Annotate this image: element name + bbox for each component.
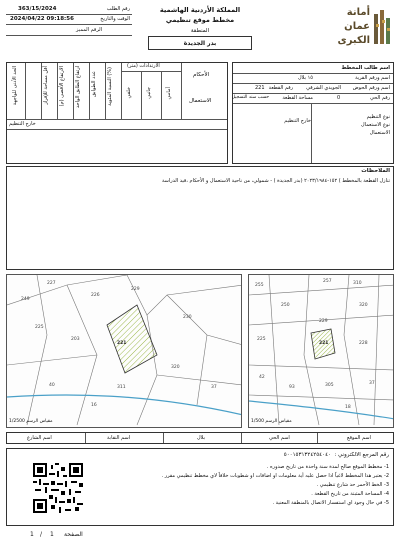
usage-label-right: الاستعمال [369, 130, 390, 136]
footer-info-row [6, 432, 394, 444]
right-map-scale: مقياس الرسم 1/500 [251, 419, 292, 424]
village-value: ١٥ بلال [298, 75, 313, 81]
region-value: بدر الجديدة [183, 40, 217, 47]
out-of-plan-left: خارج التنظيم [9, 121, 36, 127]
page-indicator [30, 532, 130, 542]
right-plot-250: 250 [281, 303, 290, 308]
notes-text: تنازل القطعة بالمخطط ) ١٥٢-٢٠٢٣/١٩٨٤ (بدر الجديدة ) - شمولي، من ناحية الاستعمال و الأحكام ،قيد الدراسة [161, 178, 390, 184]
plot-label: رقم القطعة [268, 85, 293, 91]
left-plot-37: 37 [211, 385, 217, 390]
logo-text-1: أمانة [346, 7, 370, 18]
left-plot-230: 230 [183, 315, 192, 320]
ref-label: رقم المرجع الالكتروني : [334, 452, 389, 458]
logo-text-3: الكبرى [337, 35, 370, 46]
page-current: 1 [50, 531, 54, 538]
total-height-header: الارتفاع الأقصى (م) [59, 66, 65, 107]
request-number-label: رقم الطلب [106, 6, 130, 12]
right-plot-42: 42 [259, 375, 265, 380]
page-subtitle: مخطط موقع تنظيمي [165, 16, 235, 24]
neighborhood-label: رقم الحي [369, 95, 390, 101]
map-left [6, 274, 242, 428]
right-plot-320: 320 [359, 303, 368, 308]
right-plot-37: 37 [369, 381, 375, 386]
neighborhood-value: 0 [337, 95, 341, 101]
term-2: 2- يعتبر هذا المخطط لاغياً اذا حصل عليه أية معلومات او اضافات او شطوبات خلافاً لاي مخطط تنظيمي مقرر . [161, 473, 389, 479]
floors-header: عدد الطوابق [91, 71, 97, 97]
left-plot-16: 16 [91, 403, 97, 408]
footer-cell-site: اسم الموقع [347, 435, 371, 441]
term-4: 4- المساحة المثبتة من تاريخ القطعة . [311, 491, 389, 497]
village-label: اسم ورقم القرية [355, 75, 390, 81]
setback-side: جانبي [146, 87, 152, 99]
planning-table [6, 62, 228, 164]
term-3: 3- الخط الأحمر حد شارع تنظيمي . [316, 482, 389, 488]
left-plot-229: 229 [131, 287, 140, 292]
region-value-box [148, 36, 252, 50]
page-title: المملكة الأردنية الهاشمية [159, 6, 241, 14]
right-plot-305: 305 [325, 383, 334, 388]
terms-box [6, 448, 394, 526]
left-map-scale: مقياس الرسم 1/2500 [9, 419, 53, 424]
term-5: 5- في حال وجود اي استفسار الاتصال بالمنطقة المعنية . [272, 500, 389, 506]
request-serial-label: الرقم المميز [76, 27, 102, 33]
footer-cell-street: اسم الشارع [27, 435, 52, 441]
page-sep: / [40, 531, 43, 538]
logo-text-2: عمان [344, 21, 370, 32]
request-number-value: 363/15/2024 [18, 6, 57, 12]
logo [338, 6, 394, 54]
request-datetime-value: 2024/04/22 09:18:56 [10, 16, 74, 22]
setbacks-header: الارتدادات (متر) [127, 63, 160, 69]
footer-cell-village: بلال [197, 435, 206, 441]
request-box [6, 5, 132, 49]
page-label: الصفحة [64, 531, 83, 538]
term-1: 1- مخطط الموقع صالح لمدة سنة واحدة من تاريخ صدوره . [266, 464, 389, 470]
footer-cell-union: اسم النقابة [107, 435, 131, 441]
area-sqm-label: حسب سند التسجيل [231, 95, 269, 100]
left-plot-40: 40 [49, 383, 55, 388]
setback-back: خلفي [126, 87, 132, 99]
coverage-header: النسبة المئوية (%) [107, 67, 113, 106]
right-plot-18: 18 [345, 405, 351, 410]
left-plot-225: 225 [35, 325, 44, 330]
left-plot-226: 226 [91, 293, 100, 298]
notes-title: الملاحظات [361, 168, 390, 174]
left-map-target-label: 221 [117, 341, 127, 346]
out-of-plan-right: خارج التنظيم [284, 118, 311, 124]
type-label-right: نوع التنظيم [366, 114, 390, 120]
notes-box [6, 166, 394, 270]
right-plot-255: 255 [255, 283, 264, 288]
footer-cell-neighborhood: اسم الحي [269, 435, 290, 441]
right-map-target-label: 221 [319, 341, 329, 346]
region-label: المنطقة [190, 28, 210, 34]
request-datetime-label: الوقت والتاريخ [100, 16, 130, 22]
setback-front: أمامي [166, 87, 172, 100]
page-total: 1 [30, 531, 34, 538]
min-front-header: الحد الأدنى للواجهة [12, 66, 18, 106]
left-plot-203: 203 [71, 337, 80, 342]
left-plot-311: 311 [117, 385, 126, 390]
logo-building-icon [372, 8, 392, 46]
parcel-table [232, 62, 394, 164]
right-plot-310: 310 [353, 281, 362, 286]
qr-code [33, 463, 83, 513]
rules-header: الأحكام [193, 72, 210, 78]
right-plot-229: 229 [319, 319, 328, 324]
basin-number: 221 [255, 85, 265, 91]
right-plot-257: 257 [323, 279, 332, 284]
right-plot-93: 93 [289, 385, 295, 390]
basin-value: الجويدي الشرقي [306, 85, 341, 91]
right-plot-228: 228 [359, 341, 368, 346]
ref-value: ٥٠٠١٥٣١٣٢٤٢٥٤٠٤٠ [283, 452, 331, 458]
height-header: ارتفاع الطابق الواحد [75, 66, 81, 109]
owner-label: اسم طالب المخطط [341, 65, 390, 71]
basin-label: اسم ورقم الحوض [352, 85, 390, 91]
left-plot-249: 249 [21, 297, 30, 302]
area-label: مساحة القطعة [282, 95, 313, 101]
left-plot-227: 227 [47, 281, 56, 286]
type-label2-right: نوع الاستعمال [361, 122, 390, 128]
right-plot-225: 225 [257, 337, 266, 342]
min-area-header: أقل مساحة للإفراز [43, 66, 49, 105]
left-plot-320: 320 [171, 365, 180, 370]
map-right [248, 274, 394, 428]
usage-header: الاستعمال [189, 98, 212, 104]
